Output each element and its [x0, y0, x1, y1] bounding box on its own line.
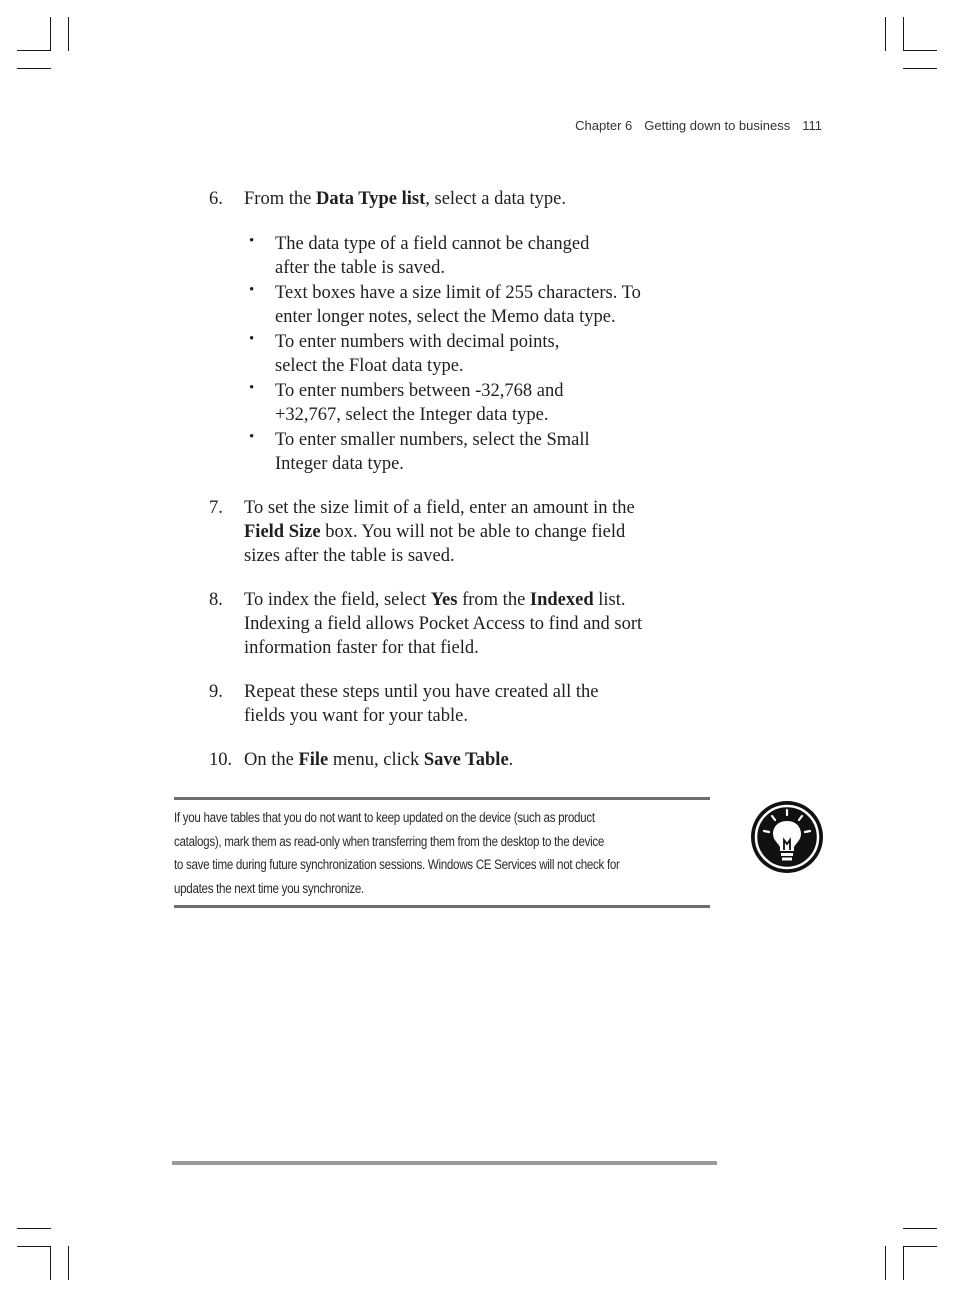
ui-term: Field Size: [244, 522, 321, 542]
step-text: , select a data type.: [425, 189, 566, 209]
step-text: To set the size limit of a field, enter an amount in the: [244, 498, 635, 518]
bullet-item: [244, 379, 729, 427]
bullet-marker: •: [249, 380, 255, 396]
ui-term: Save Table: [423, 750, 509, 770]
bullet-line: Text boxes have a size limit of 255 characters. To: [275, 283, 641, 303]
step-line: [244, 520, 729, 544]
crop-mark: [903, 1246, 937, 1247]
crop-mark: [903, 68, 937, 69]
tip-line: If you have tables that you do not want to keep updated on the device (such as product: [174, 810, 595, 825]
bullet-line: +32,767, select the Integer data type.: [275, 405, 549, 425]
ui-term: Yes: [430, 590, 458, 610]
crop-mark: [903, 1228, 937, 1229]
bullet-line: enter longer notes, select the Memo data type.: [275, 307, 616, 327]
crop-mark: [903, 17, 904, 51]
bullet-line: after the table is saved.: [275, 258, 446, 278]
tip-box: [174, 797, 710, 908]
step-text: Repeat these steps until you have created all the: [244, 682, 599, 702]
step-item: [209, 496, 729, 568]
step-number: 8.: [209, 590, 223, 610]
instruction-steps: [209, 187, 729, 772]
bullet-item: [244, 281, 729, 329]
step-line: [244, 748, 729, 772]
tip-bottom-rule: [174, 905, 710, 908]
lightbulb-icon: [750, 800, 824, 874]
step-line: [244, 704, 729, 728]
bullet-marker: •: [249, 233, 255, 249]
step-text: To index the field, select: [244, 590, 431, 610]
step-line: [244, 588, 729, 612]
bullet-marker: •: [249, 331, 255, 347]
step-item: [209, 680, 729, 728]
crop-mark: [17, 50, 51, 51]
step-line: [244, 680, 729, 704]
step-number: 9.: [209, 682, 223, 702]
step-text: box. You will not be able to change field: [320, 522, 626, 542]
bullet-list: [209, 232, 729, 476]
ui-term: Indexed: [529, 590, 594, 610]
crop-mark: [50, 17, 51, 51]
step-item: [209, 748, 729, 772]
step-text: fields you want for your table.: [244, 706, 468, 726]
step-number: 7.: [209, 498, 223, 518]
step-text: list.: [593, 590, 626, 610]
crop-mark: [68, 1246, 69, 1280]
step-item: [209, 588, 729, 660]
crop-mark: [885, 17, 886, 51]
tip-line: updates the next time you synchronize.: [174, 880, 364, 896]
footer-rule: [172, 1161, 717, 1165]
bullet-line: select the Float data type.: [275, 356, 464, 376]
crop-mark: [17, 1228, 51, 1229]
bullet-marker: •: [249, 282, 255, 298]
bullet-line: The data type of a field cannot be changed: [275, 234, 590, 254]
step-text: From the: [244, 189, 316, 209]
tip-text: [174, 800, 710, 905]
step-line: [244, 187, 729, 211]
crop-mark: [903, 1246, 904, 1280]
bullet-line: Integer data type.: [275, 454, 404, 474]
step-text: menu, click: [328, 750, 424, 770]
ui-term: Data Type list: [315, 189, 426, 209]
bullet-item: [244, 232, 729, 280]
step-text: sizes after the table is saved.: [244, 546, 455, 566]
crop-mark: [17, 1246, 51, 1247]
crop-mark: [50, 1246, 51, 1280]
step-line: [244, 544, 729, 568]
step-text: Indexing a field allows Pocket Access to find and sort: [244, 614, 643, 634]
step-number: 6.: [209, 189, 223, 209]
step-line: [244, 496, 729, 520]
chapter-label: Chapter 6: [575, 118, 633, 133]
tip-line: to save time during future synchronization sessions. Windows CE Services will not check for: [174, 857, 620, 872]
bullet-line: To enter smaller numbers, select the Small: [275, 430, 590, 450]
step-text: from the: [457, 590, 530, 610]
bullet-marker: •: [249, 429, 255, 445]
crop-mark: [903, 50, 937, 51]
bullet-item: [244, 330, 729, 378]
ui-term: File: [298, 750, 329, 770]
step-text: .: [508, 750, 514, 770]
tip-line: catalogs), mark them as read-only when transferring them from the desktop to the device: [174, 833, 605, 849]
bullet-line: To enter numbers with decimal points,: [275, 332, 560, 352]
chapter-title: Getting down to business: [644, 118, 791, 133]
step-number: 10.: [209, 750, 233, 770]
crop-mark: [17, 68, 51, 69]
bullet-item: [244, 428, 729, 476]
step-text: On the: [244, 750, 299, 770]
crop-mark: [68, 17, 69, 51]
crop-mark: [885, 1246, 886, 1280]
step-line: [244, 612, 729, 636]
bullet-line: To enter numbers between -32,768 and: [275, 381, 564, 401]
step-line: [244, 636, 729, 660]
step-item: [209, 187, 729, 211]
step-text: information faster for that field.: [244, 638, 479, 658]
page-number: 111: [802, 118, 822, 133]
running-head: [575, 118, 822, 133]
